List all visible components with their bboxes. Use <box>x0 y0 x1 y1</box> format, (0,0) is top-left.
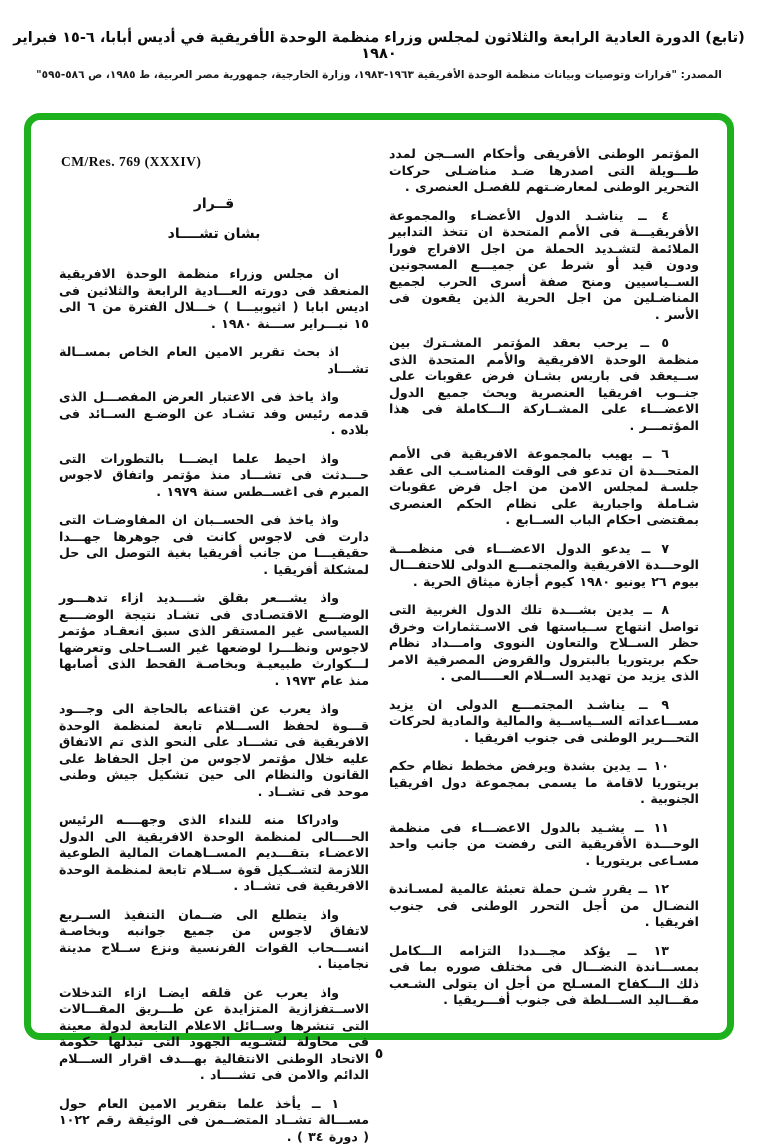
two-column-layout <box>59 146 699 1015</box>
resolution-item-8: ٨ ــ يدين بشـــدة تلك الدول الغربية التى تواصل انتهاج ســياستها فى الاسـتثمارات وخرق حظر الســلاح والتعاون النووى وامـــداد نظام حكم بريتوريا بالبترول والقروض المصرفية الامر الذى يزيد من تهديد الســلام العـــــالمى . <box>389 602 699 685</box>
preamble-paragraph: ان مجلس وزراء منظمة الوحدة الافريقية المنعقد فى دورته العـــادية الرابعة والثلاثين فى اديس ابابا ( اثيوبيـــا ) خـــلال الفترة من ٦ الى ١٥ نبـــراير ســـنة ١٩٨٠ . <box>59 266 369 332</box>
resolution-item-10: ١٠ ــ يدين بشدة ويرفض مخطط نظام حكم بريتوريا لاقامة ما يسمى بمجموعة دول افريقيا الجنوبية . <box>389 758 699 808</box>
resolution-item-9: ٩ ــ يناشـد المجتمـــع الدولى ان يزيد مســـاعداته الســياســية والمالية والمادية لحركات التحـــرير الوطنى فى جنوب افريقيا . <box>389 697 699 747</box>
resolution-reference: CM/Res. 769 (XXXIV) <box>61 154 369 170</box>
resolution-item-5: ٥ ــ يرحب بعقد المؤتمر المشـترك بين منظمة الوحدة الافريقية والأمم المتحدة الذى ســيعقد فى باريس بشـان فرض عقوبات على جنــوب افريقيا العنصرية ويحث جميع الدول الاعضـــاء على المشــاركة الـــكاملة فى هذا المؤتمـــر . <box>389 335 699 434</box>
resolution-subtitle: بشان تشــــاد <box>59 226 369 242</box>
preamble-paragraph: واذ يتطلع الى ضــمان التنفيذ الســريع لاتفاق لاجوس من جميع جوانبه وبخاصـة انســـحاب القوات الفرنسية ونزع ســلاح مدينة نجامينا . <box>59 907 369 973</box>
resolution-title: قــرار <box>59 196 369 212</box>
preamble-paragraph: واذ احيط علما ايضـــا بالتطورات التى حـــدثت فى تشـــاد منذ مؤتمر واتفاق لاجوس المبرم فى اغســطس سنة ١٩٧٩ . <box>59 451 369 501</box>
right-column <box>389 146 699 1015</box>
preamble-paragraph: واذ ياخذ فى الحســبان ان المفاوضـات التى دارت فى لاجوس كانت فى جوهرها جهـــدا حقيقيـــا من جانب أفريقيا بغية التوصل الى حل لمشكلة أفريقيا . <box>59 512 369 578</box>
preamble-paragraph: واذ يعرب عن اقتناعه بالحاجة الى وجـــود قـــوة لحفظ الســـلام تابعة لمنظمة الوحدة الافريقية فى تشـــاد على النحو الذى تم الاتفاق عليه خلال مؤتمر لاجوس من اجل الحفاظ على القانون والنظام الى حين تشكيل جيش وطنى موحد فى تشــاد . <box>59 701 369 800</box>
resolution-item-11: ١١ ــ يشـيد بالدول الاعضـــاء فى منظمة الوحـــدة الأفريقية التى رفضت من جانب واحد مسـاعى بريتوريا . <box>389 820 699 870</box>
preamble-paragraph: واذ ياخذ فى الاعتبار العرض المفصـــل الذى قدمه رئيس وفد تشـاد عن الوضـع الســائد فى بلاده . <box>59 389 369 439</box>
preamble-paragraph: واذ يشـــعر بقلق شــــديد ازاء تدهـــور الوضـــع الاقتصـادى فى تشـاد نتيجة الوضــــع السياسى غير المستقر الذى سبق انعقـاد مؤتمر لاجوس ونظـــرا لوضعها غير الســاحلى وتعرضها لـــكوارث طبيعيـة وبخاصـة القحط الذى أصابها منذ عام ١٩٧٣ . <box>59 590 369 689</box>
left-column <box>59 146 369 1015</box>
preamble-paragraph: واذ يعرب عن قلقه ايضـا ازاء التدخلات الاســتفزازية المتزايدة عن طـــريق المقـــالات التى تنشرها وســائل الاعلام التابعة لدولة معينة فى محاولة لتشـويه الجهود التى تبذلها حكومة الاتحاد الوطنى الانتقالية بهـــدف اقرار الســـلام الدائم والامن فى تشــــاد . <box>59 985 369 1084</box>
session-title: (تابع) الدورة العادية الرابعة والثلاثون لمجلس وزراء منظمة الوحدة الأفريقية في أديس أبابا، ٦-١٥ فبراير ١٩٨٠ <box>0 30 758 62</box>
page-number: ٥ <box>0 1046 758 1062</box>
resolution-item-1: ١ ــ يأخذ علما بتقرير الامين العام حول مســـالة تشــاد المتضــمن فى الوثيقة رقم ١٠٢٢ ( دورة ٣٤ ) . <box>59 1096 369 1145</box>
resolution-item-13: ١٣ ــ يؤكد مجـــددا التزامه الـــكامل بمســـاندة النضـــال فى مختلف صوره بما فى ذلك الـــكفاح المسـلح من أجل ان يتولى الشـعب مقـــاليد الســـلطة فى جنوب أفـــريقيا . <box>389 943 699 1009</box>
paragraph: المؤتمر الوطنى الأفريقى وأحكام الســجن لمدد طـــويلة التى اصدرها ضـد مناضـلى حركات التحرير الوطنى لمعارضـتهم للفصـل العنصرى . <box>389 146 699 196</box>
resolution-item-6: ٦ ــ يهيب بالمجموعة الافريقية فى الأمم المتحـــدة ان تدعو فى الوقت المناسـب الى عقد جلسـة لمجلس الامن من اجل فرض عقوبات شـاملة واجبارية على نظام الحكم العنصرى بمقتضى احكام الباب الســابع . <box>389 446 699 529</box>
source-citation: المصدر: "قرارات وتوصيات وبيانات منظمة الوحدة الأفريقية ١٩٦٣-١٩٨٣، وزارة الخارجية، جمهورية مصر العربية، ط ١٩٨٥، ص ٥٨٦-٥٩٥" <box>0 69 758 81</box>
page-header <box>0 0 758 81</box>
preamble-paragraph: وادراكا منه للنداء الذى وجهــــه الرئيس الحــــالى لمنظمة الوحدة الافريقية الى الدول الاعضـاء بتقـــديم المســاهمات المالية الطوعية اللازمة لتشــكيل قوة ســلام تابعة لمنظمة الوحدة الافريقية فى تشــاد . <box>59 812 369 895</box>
document-frame <box>24 113 734 1040</box>
resolution-item-7: ٧ ــ يدعو الدول الاعضـــاء فى منظمـــة الوحـــدة الافريقية والمجتمـــع الدولى للاحتفـــال بيوم ٢٦ يونيو ١٩٨٠ كيوم أجازة ميثاق الحرية . <box>389 541 699 591</box>
resolution-item-12: ١٢ ــ يقرر شـن حملة تعبئة عالمية لمسـاندة النضـال من أجل التحرر الوطنى فى جنوب افريقيا . <box>389 881 699 931</box>
resolution-item-4: ٤ ــ يناشـد الدول الأعضـاء والمجموعة الأفريقيـــة فى الأمم المتحدة ان تتخذ التدابير الملائمة لتشـديد الحملة من اجل الافراج فورا ودون قيد أو شرط عن جميـــع المسجونين الســياسيين ومنح صفة أسرى الحرب لجميع المناضـلين من اجل الحرية الذين يقعون فى الأسر . <box>389 208 699 324</box>
preamble-paragraph: اذ بحث تقرير الامين العام الخاص بمســالة تشـــاد <box>59 344 369 377</box>
